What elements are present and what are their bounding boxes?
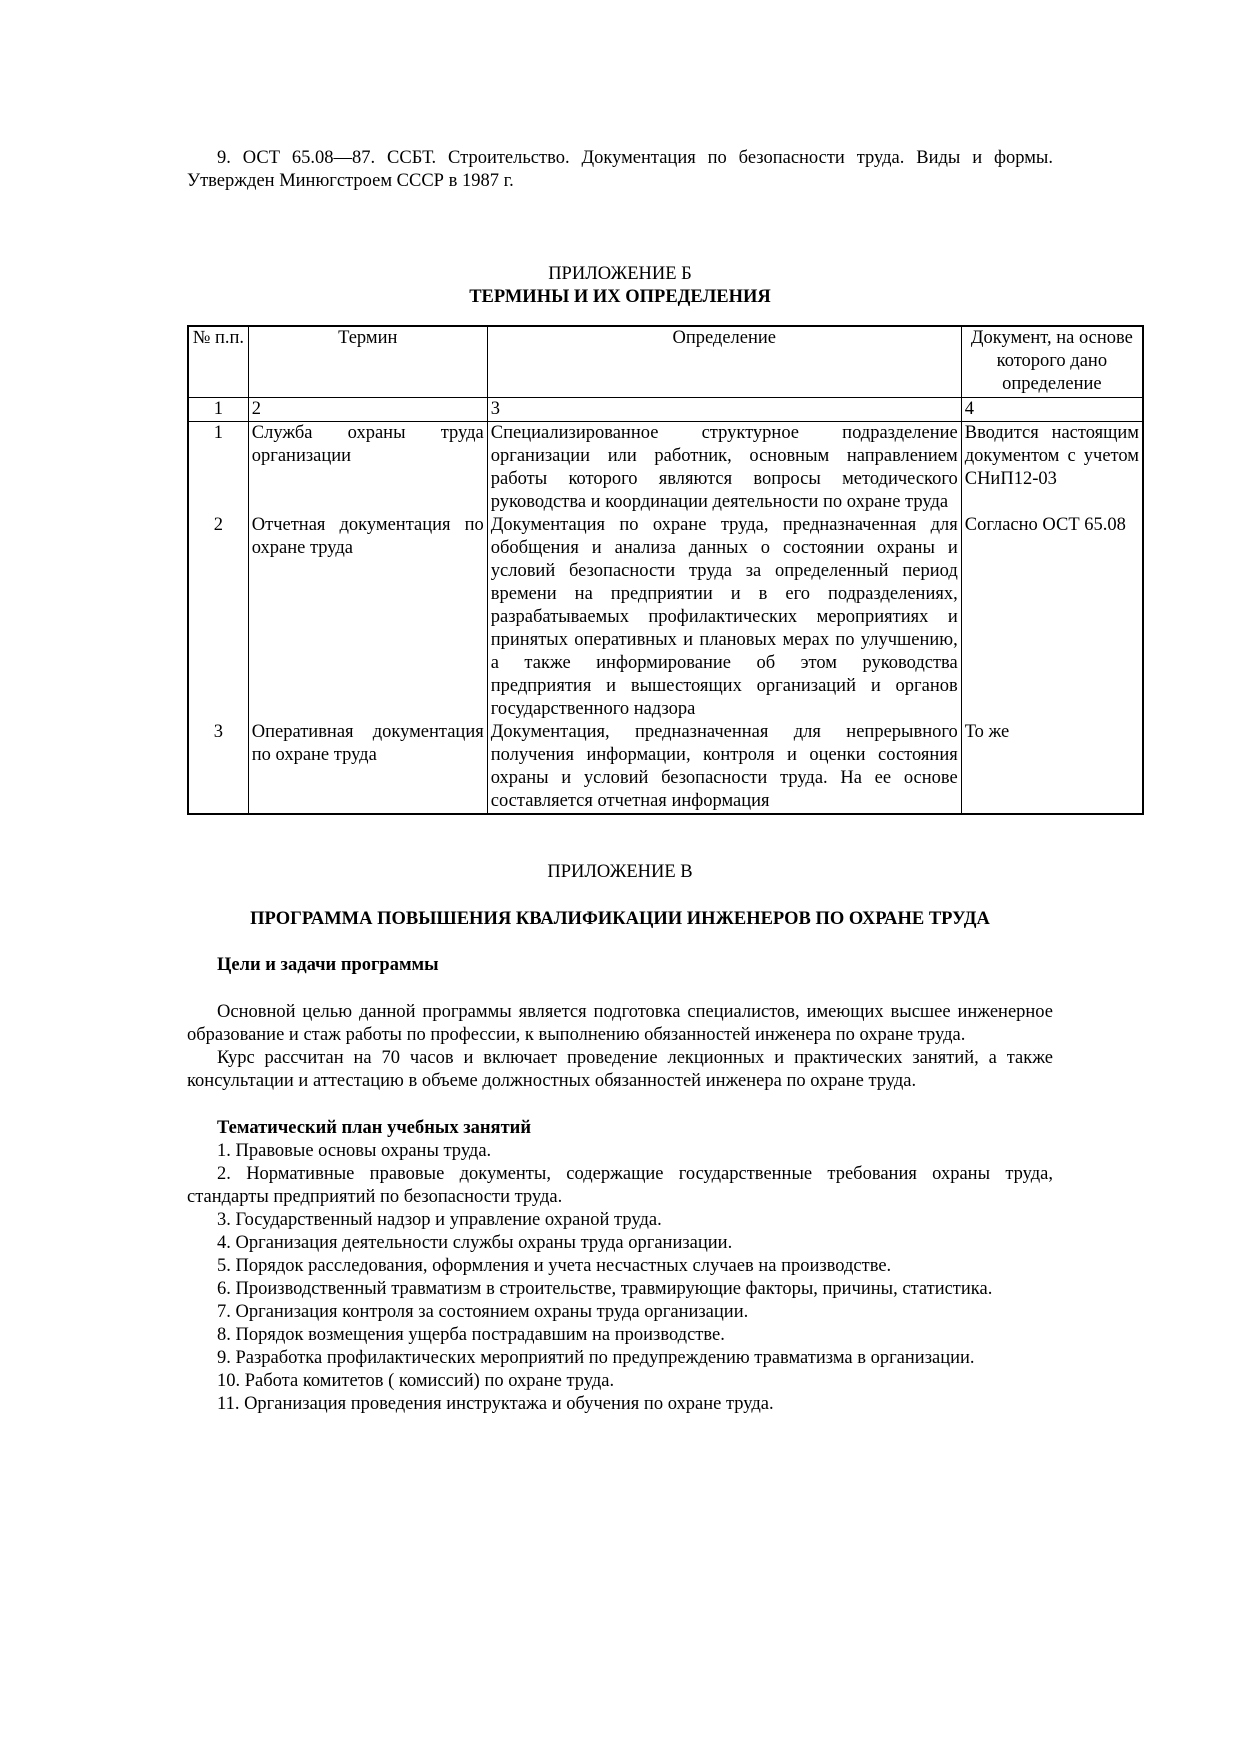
- appendix-b-label: ПРИЛОЖЕНИЕ Б: [548, 264, 692, 284]
- col-number: 1: [188, 398, 248, 422]
- table-row: [188, 422, 1143, 515]
- col-number: 3: [487, 398, 961, 422]
- appendix-v-title: ПРОГРАММА ПОВЫШЕНИЯ КВАЛИФИКАЦИИ ИНЖЕНЕРОВ ПО ОХРАНЕ ТРУДА: [250, 909, 990, 929]
- list-item: 6. Производственный травматизм в строительстве, травмирующие факторы, причины, статистика.: [217, 1279, 993, 1299]
- table-row: [188, 514, 1143, 721]
- row-num: 2: [188, 514, 248, 721]
- row-num: 1: [188, 422, 248, 515]
- header-definition: Определение: [487, 326, 961, 398]
- reference-item-9: 9. ОСТ 65.08—87. ССБТ. Строительство. Документация по безопасности труда. Виды и формы. Утвержден Минюгстроем СССР в 1987 г.: [187, 148, 1053, 191]
- row-num: 3: [188, 721, 248, 814]
- row-definition: Специализированное структурное подразделение организации или работник, основным направлением работы которого являются вопросы методического руководства и координации деятельности по охране труда: [487, 422, 961, 515]
- list-item: 5. Порядок расследования, оформления и учета несчастных случаев на производстве.: [217, 1256, 892, 1276]
- list-item: 9. Разработка профилактических мероприятий по предупреждению травматизма в организации.: [217, 1348, 975, 1368]
- list-item: 4. Организация деятельности службы охраны труда организации.: [217, 1233, 733, 1253]
- list-item: 1. Правовые основы охраны труда.: [217, 1141, 492, 1161]
- goals-paragraph-1: Основной целью данной программы является подготовка специалистов, имеющих высшее инженерное образование и стаж работы по профессии, к выполнению обязанностей инженера по охране труда.: [187, 1002, 1053, 1045]
- col-number: 2: [248, 398, 487, 422]
- header-term: Термин: [248, 326, 487, 398]
- table-header-row: [188, 326, 1143, 398]
- plan-heading: Тематический план учебных занятий: [217, 1118, 531, 1138]
- goals-heading: Цели и задачи программы: [217, 955, 439, 975]
- list-item: 3. Государственный надзор и управление охраной труда.: [217, 1210, 662, 1230]
- list-item: 10. Работа комитетов ( комиссий) по охране труда.: [217, 1371, 615, 1391]
- row-term: Оперативная документация по охране труда: [248, 721, 487, 814]
- row-definition: Документация по охране труда, предназначенная для обобщения и анализа данных о состоянии охраны и условий безопасности труда за определенный период времени на предприятии и в его подразделениях, разрабатываемых профилактических мероприятиях и принятых оперативных и плановых мерах по улучшению, а также информирование об этом руководства предприятия и вышестоящих организаций и органов государственного надзора: [487, 514, 961, 721]
- row-document: Согласно ОСТ 65.08: [961, 514, 1143, 721]
- table-row: [188, 721, 1143, 814]
- table-column-numbers-row: [188, 398, 1143, 422]
- col-number: 4: [961, 398, 1143, 422]
- row-definition: Документация, предназначенная для непрерывного получения информации, контроля и оценки состояния охраны и условий безопасности труда. На ее основе составляется отчетная информация: [487, 721, 961, 814]
- row-document: Вводится настоящим документом с учетом СНиП12-03: [961, 422, 1143, 515]
- appendix-v-label: ПРИЛОЖЕНИЕ В: [547, 862, 693, 882]
- row-document: То же: [961, 721, 1143, 814]
- header-document: Документ, на основе которого дано определение: [961, 326, 1143, 398]
- document-page: [187, 147, 1139, 1416]
- row-term: Служба охраны труда организации: [248, 422, 487, 515]
- list-item: 7. Организация контроля за состоянием охраны труда организации.: [217, 1302, 749, 1322]
- row-term: Отчетная документация по охране труда: [248, 514, 487, 721]
- list-item: 11. Организация проведения инструктажа и обучения по охране труда.: [217, 1394, 774, 1414]
- appendix-b-title: ТЕРМИНЫ И ИХ ОПРЕДЕЛЕНИЯ: [469, 287, 771, 307]
- plan-list: [187, 1140, 1053, 1416]
- list-item: 2. Нормативные правовые документы, содержащие государственные требования охраны труда, стандарты предприятий по безопасности труда.: [187, 1164, 1053, 1207]
- goals-paragraph-2: Курс рассчитан на 70 часов и включает проведение лекционных и практических занятий, а также консультации и аттестацию в объеме должностных обязанностей инженера по охране труда.: [187, 1048, 1053, 1091]
- list-item: 8. Порядок возмещения ущерба пострадавшим на производстве.: [217, 1325, 725, 1345]
- terms-table: [187, 325, 1144, 815]
- header-num: № п.п.: [188, 326, 248, 398]
